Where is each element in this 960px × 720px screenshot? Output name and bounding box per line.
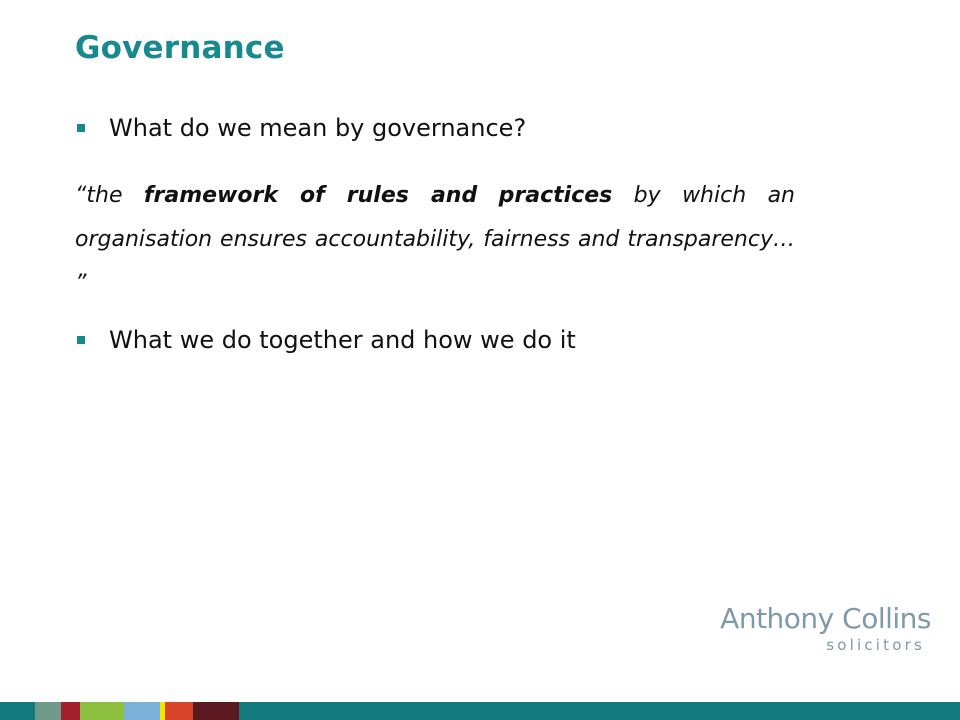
- governance-definition-quote: [75, 174, 795, 306]
- footer-stripe: [165, 702, 193, 720]
- square-bullet-icon: [77, 124, 85, 132]
- quote-open: “the: [75, 183, 144, 208]
- quote-space: [477, 183, 498, 208]
- footer-stripe: [35, 702, 61, 720]
- quote-emphasis-practices: practices: [498, 183, 613, 208]
- square-bullet-icon: [77, 336, 85, 344]
- quote-rest: by which an organisation ensures accountability, fairness and transparency… ”: [75, 183, 795, 296]
- slide-title: Governance: [75, 30, 285, 66]
- footer-stripe: [80, 702, 124, 720]
- logo-name: Anthony Collins: [720, 602, 931, 635]
- bullet-text: What do we mean by governance?: [109, 114, 527, 142]
- bullet-item-governance-question: [77, 114, 526, 142]
- footer-stripe: [61, 702, 80, 720]
- footer-stripe: [193, 702, 239, 720]
- footer-stripe: [124, 702, 160, 720]
- bullet-text: What we do together and how we do it: [109, 326, 576, 354]
- logo-subtitle: solicitors: [826, 636, 925, 654]
- quote-emphasis-framework: framework of rules and: [143, 183, 478, 208]
- company-logo: [716, 602, 931, 662]
- bullet-item-together: [77, 326, 576, 354]
